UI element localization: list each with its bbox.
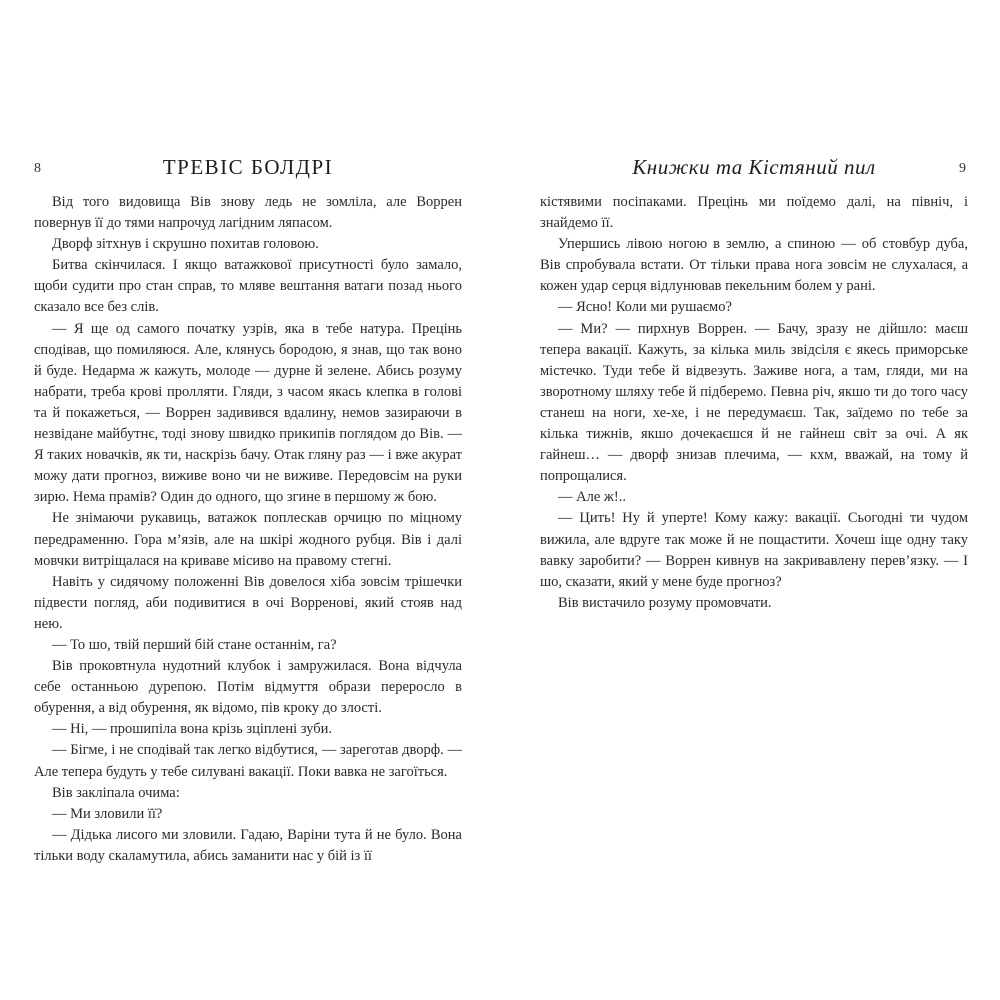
paragraph: Вів закліпала очима:: [52, 784, 180, 801]
paragraph: — Ми зловили її?: [52, 805, 163, 822]
left-page-header: [34, 155, 462, 183]
paragraph: Навіть у сидячому положенні Вів довелося хіба зовсім трішечки підвести погляд, аби подивитися в очі Ворренові, який стояв над нею.: [34, 573, 462, 632]
paragraph: Вів проковтнула нудотний клубок і замружилася. Вона відчула себе останньою дурепою. Потім відмуття образи переросло в обурення, а від обурення, як відомо, пів кроку до злості.: [34, 658, 462, 717]
left-page-body: [34, 192, 462, 867]
paragraph: Не знімаючи рукавиць, ватажок поплескав орчицю по міцному передраменню. Гора м’язів, але на шкірі жодного рубця. Вів і далі мовчки витріщалася на криваве місиво на правому стегні.: [34, 510, 462, 569]
running-title-author: ТРЕВІС БОЛДРІ: [162, 155, 334, 179]
paragraph: — Ні, — прошипіла вона крізь зціплені зуби.: [52, 721, 332, 738]
paragraph: Дворф зітхнув і скрушно похитав головою.: [52, 236, 319, 253]
paragraph: — То шо, твій перший бій стане останнім, га?: [52, 636, 337, 653]
paragraph: Вів вистачило розуму промовчати.: [558, 594, 772, 611]
right-page-body: [540, 192, 968, 614]
paragraph: — Ми? — пирхнув Воррен. — Бачу, зразу не дійшло: маєш тепера вакації. Кажуть, за кілька миль звідсіля є якесь приморське містечко. Туди тебе й відвезуть. Заживе нога, а там, гляди, ми на зворотному шляху тебе й підберемо. Певна річ, якшо ти до того часу станеш на ноги, хе-хе, і не передумаєш. Так, заїдемо по тебе за кілька тижнів, якшо дочекаєшся й не гайнеш світ за очі. А як гайнеш… — дворф знизав плечима, — кхм, вважай, на тому й попрощалися.: [540, 320, 968, 485]
paragraph: — Але ж!..: [558, 489, 626, 506]
page-number: 9: [959, 161, 966, 176]
page-number: 8: [34, 161, 41, 176]
paragraph: Битва скінчилася. І якщо ватажкової присутності було замало, щоби судити про стан справ, то мляве вештання ватаги позад нього сказало все без слів.: [34, 257, 462, 316]
paragraph: кістявими посіпаками. Прецінь ми поїдемо далі, на північ, і знайдемо її.: [540, 194, 968, 232]
paragraph: — Дідька лисого ми зловили. Гадаю, Варіни тута й не було. Вона тільки воду скаламутила, абись заманити нас у бій із її: [34, 826, 462, 864]
running-title-book: Книжки та Кістяний пил: [632, 155, 876, 179]
paragraph: Від того видовища Вів знову ледь не зомліла, але Воррен повернув її до тями напрочуд лагідним ляпасом.: [34, 194, 462, 232]
paragraph: — Ясно! Коли ми рушаємо?: [558, 299, 732, 316]
right-page: [540, 155, 968, 614]
right-page-header: [540, 155, 968, 183]
paragraph: Упершись лівою ногою в землю, а спиною — об стовбур дуба, Вів спробувала встати. От тільки права нога зовсім не слухалася, а кожен удар серця відлунював пекельним болем у рані.: [540, 236, 968, 295]
paragraph: — Цить! Ну й уперте! Кому кажу: вакації. Сьогодні ти чудом вижила, але вдруге так може й не пощастити. Хочеш іще одну таку вавку заробити? — Воррен кивнув на закривавлену перев’язку. — І шо, сказати, який у мене буде прогноз?: [540, 510, 968, 590]
left-page: [34, 155, 462, 867]
paragraph: — Я ще од самого початку узрів, яка в тебе натура. Прецінь сподівав, що помиляюся. Але, клянусь бородою, я знав, що так воно й буде. Недарма ж кажуть, молоде — дурне й зелене. Абись розуму набрати, треба крові пролляти. Гляди, з часом якась клепка в голові та й покажеться, — Воррен задивився вдалину, немов зазираючи в незвідане майбутнє, тоді знову швидко прикипів поглядом до Вів. — Я таких новачків, як ти, наскрізь бачу. Отак гляну раз — і вже акурат можу дати прогноз, виживе воно чи не виживе. Передовсім на руки зирю. Нема прамів? Один до одного, що згине в першому ж бою.: [34, 320, 462, 506]
paragraph: — Бігме, і не сподівай так легко відбутися, — зареготав дворф. — Але тепера будуть у тебе силувані вакації. Поки вавка не загоїться.: [34, 742, 462, 780]
